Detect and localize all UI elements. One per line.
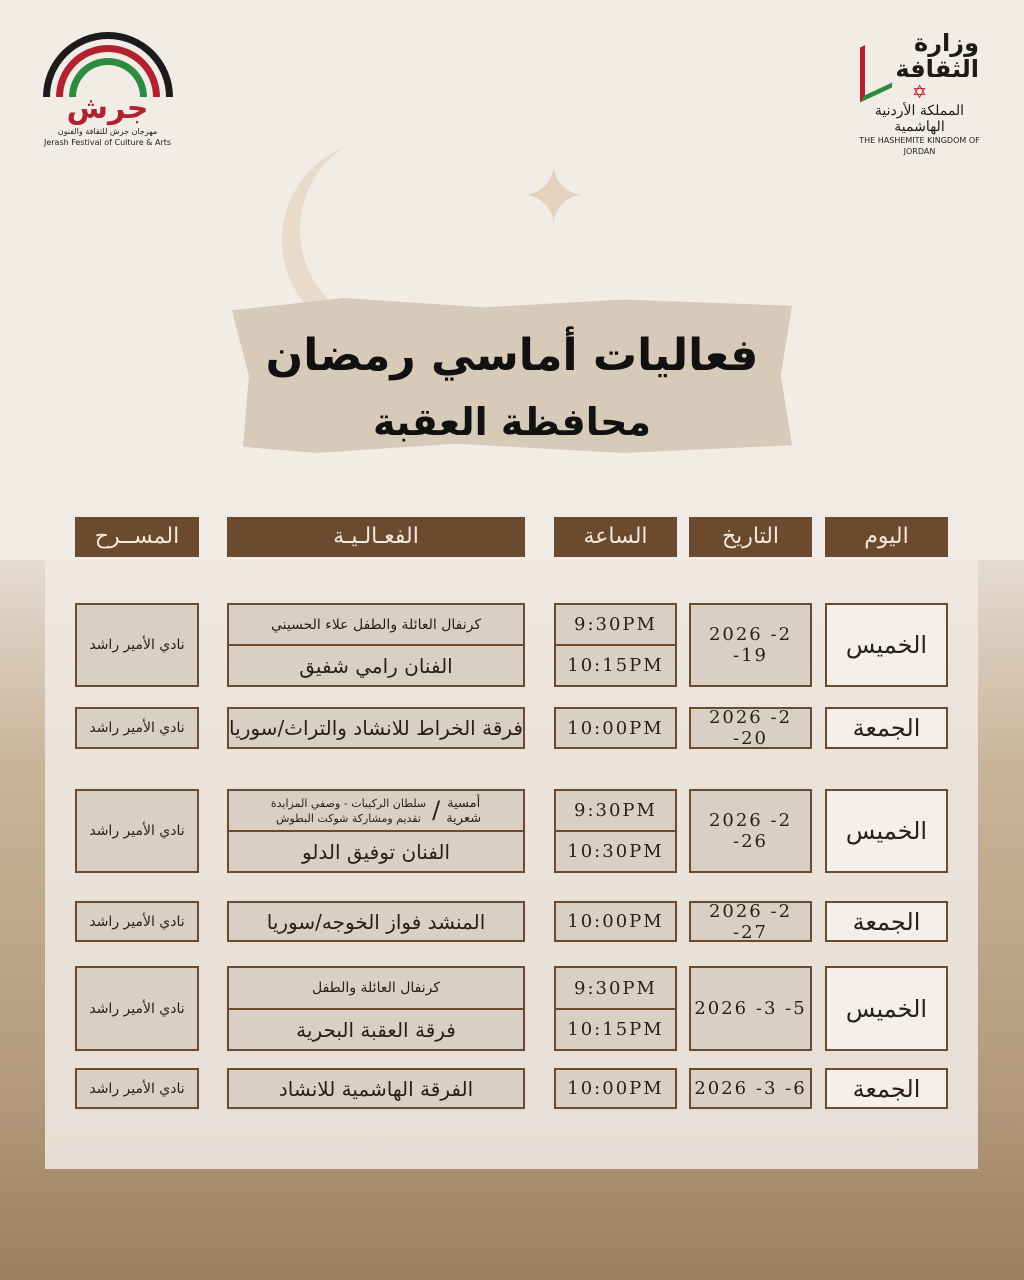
header-time: الساعة — [554, 517, 677, 557]
day-cell: الجمعة — [825, 901, 948, 942]
poetry-label — [446, 796, 481, 826]
header-date: التاريخ — [689, 517, 812, 557]
event-cell: فرقة العقبة البحرية — [227, 1008, 525, 1051]
stage-cell: نادي الأمير راشد — [75, 966, 199, 1051]
header-event: الفعـالـيـة — [227, 517, 525, 557]
header-stage: المســرح — [75, 517, 199, 557]
time-cell: 9:30PM — [554, 966, 677, 1010]
time-cell: 9:30PM — [554, 603, 677, 646]
logo-name-en: Jerash Festival of Culture & Arts — [43, 138, 172, 147]
event-cell: الفنان توفيق الدلو — [227, 830, 525, 873]
ministry-of-culture-logo — [852, 30, 987, 157]
event-cell: فرقة الخراط للانشاد والتراث/سوريا — [227, 707, 525, 749]
day-cell: الخميس — [825, 789, 948, 873]
date-cell: 2026 -2 -20 — [689, 707, 812, 749]
star-decoration: ✦ — [520, 150, 588, 243]
event-cell: الفرقة الهاشمية للانشاد — [227, 1068, 525, 1109]
date-cell: 2026 -3 -5 — [689, 966, 812, 1051]
ministry-line2: الثقافة — [895, 55, 979, 83]
logo-name-ar: مهرجان جرش للثقافة والفنون — [57, 127, 158, 136]
poetry-details — [271, 796, 426, 826]
stage-cell: نادي الأمير راشد — [75, 603, 199, 687]
time-cell: 10:00PM — [554, 707, 677, 749]
poetry-evening-cell — [227, 789, 525, 832]
time-cell: 9:30PM — [554, 789, 677, 832]
ministry-line1: وزارة — [914, 29, 979, 57]
event-cell: كرنفال العائلة والطفل — [227, 966, 525, 1010]
stage-cell: نادي الأمير راشد — [75, 789, 199, 873]
time-cell: 10:15PM — [554, 1008, 677, 1051]
presenter: تقديم ومشاركة شوكت البطوش — [276, 811, 421, 825]
poetry-label-2: شعرية — [446, 810, 482, 826]
poetry-label-1: أمسية — [447, 795, 481, 811]
separator: / — [432, 796, 441, 824]
jordan-star-icon: ✡ — [911, 82, 928, 103]
poets: سلطان الركيبات - وصفي المزايدة — [270, 796, 427, 810]
logo-mark: جرش — [66, 91, 149, 126]
date-cell: 2026 -2 -19 — [689, 603, 812, 687]
kingdom-ar: المملكة الأردنية الهاشمية — [874, 103, 965, 135]
date-cell: 2026 -3 -6 — [689, 1068, 812, 1109]
stage-cell: نادي الأمير راشد — [75, 707, 199, 749]
header-day: اليوم — [825, 517, 948, 557]
event-cell: كرنفال العائلة والطفل علاء الحسيني — [227, 603, 525, 646]
kingdom-en: THE HASHEMITE KINGDOM OF JORDAN — [859, 136, 980, 156]
time-cell: 10:15PM — [554, 644, 677, 687]
time-cell: 10:00PM — [554, 1068, 677, 1109]
time-cell: 10:30PM — [554, 830, 677, 873]
stage-cell: نادي الأمير راشد — [75, 1068, 199, 1109]
day-cell: الخميس — [825, 966, 948, 1051]
page-subtitle: محافظة العقبة — [372, 400, 651, 444]
jerash-festival-logo — [40, 32, 175, 148]
event-cell: المنشد فواز الخوجه/سوريا — [227, 901, 525, 942]
event-cell: الفنان رامي شفيق — [227, 644, 525, 687]
stage-cell: نادي الأمير راشد — [75, 901, 199, 942]
day-cell: الجمعة — [825, 707, 948, 749]
time-cell: 10:00PM — [554, 901, 677, 942]
page-title: فعاليات أماسي رمضان — [265, 330, 759, 381]
rainbow-arc-icon — [43, 32, 173, 97]
date-cell: 2026 -2 -27 — [689, 901, 812, 942]
day-cell: الخميس — [825, 603, 948, 687]
day-cell: الجمعة — [825, 1068, 948, 1109]
date-cell: 2026 -2 -26 — [689, 789, 812, 873]
